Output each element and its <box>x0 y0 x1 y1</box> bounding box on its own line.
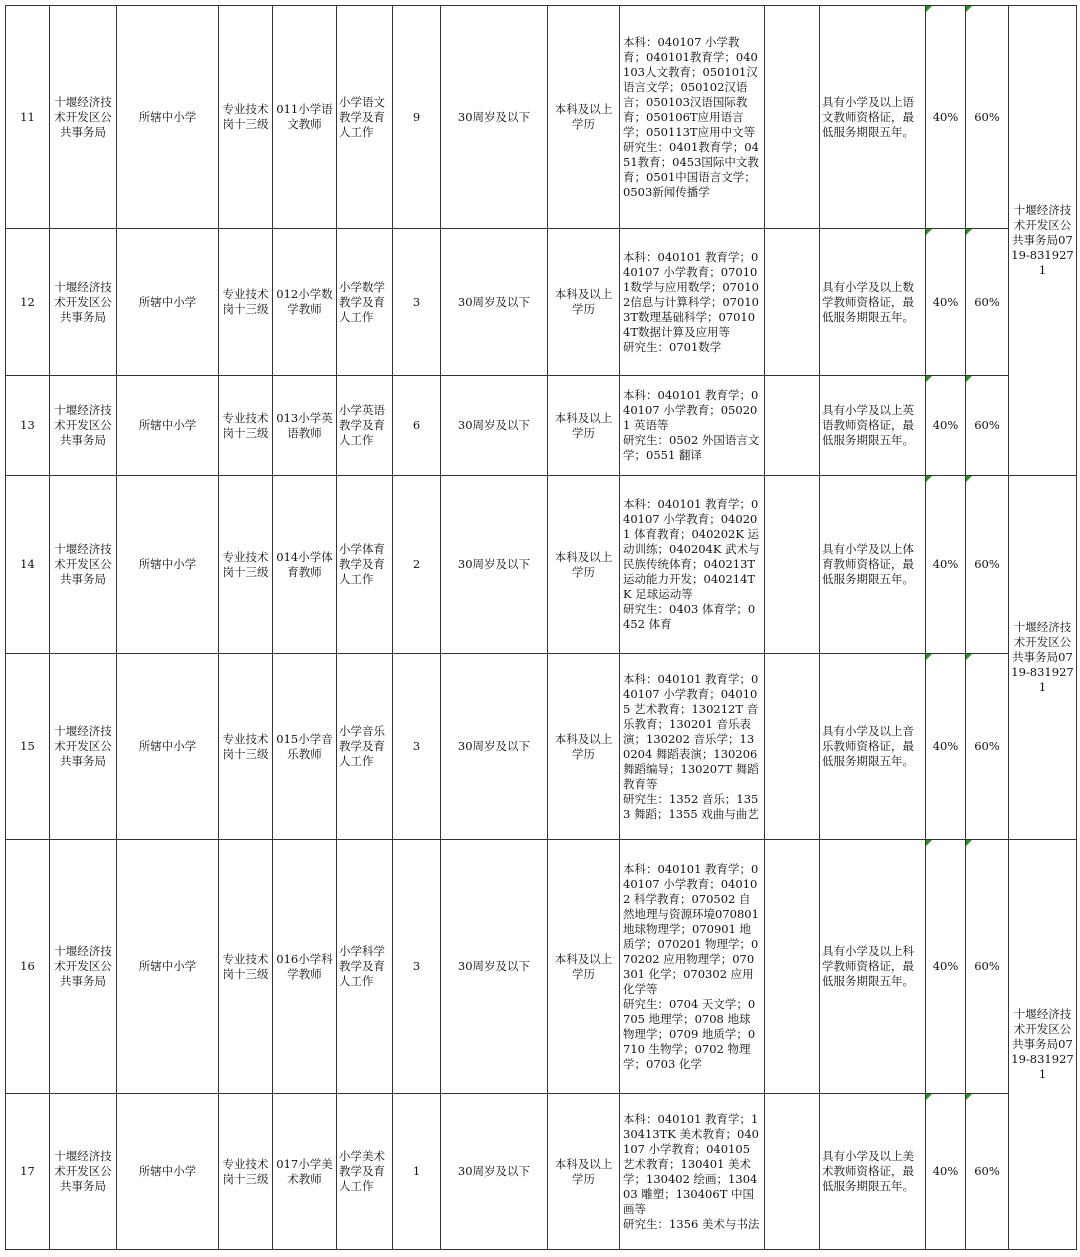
cell-interview-weight: 60% <box>966 654 1009 840</box>
cell-post-type: 专业技术岗十三级 <box>219 6 273 229</box>
cell-duty: 小学美术教学及育人工作 <box>337 1094 393 1250</box>
cell-requirement: 具有小学及以上英语教师资格证，最低服务期限五年。 <box>820 376 926 476</box>
cell-duty: 小学音乐教学及育人工作 <box>337 654 393 840</box>
cell-no: 11 <box>6 6 50 229</box>
cell-no: 15 <box>6 654 50 840</box>
cell-requirement: 具有小学及以上音乐教师资格证，最低服务期限五年。 <box>820 654 926 840</box>
cell-post-type: 专业技术岗十三级 <box>219 654 273 840</box>
cell-age: 30周岁及以下 <box>441 840 548 1094</box>
cell-post-type: 专业技术岗十三级 <box>219 476 273 654</box>
table-row <box>6 1094 1077 1250</box>
cell-written-weight: 40% <box>926 6 966 229</box>
cell-major: 本科：040107 小学教育；040101教育学；040103人文教育；050101汉语言文学；050102汉语言；050103汉语国际教育；050106T应用语言学；050113T应用中文等 研究生：0401教育学；0451教育；0453国际中文教育；0501中国语言文学；0503新闻传播学 <box>620 6 765 229</box>
cell-written-weight: 40% <box>926 476 966 654</box>
cell-interview-weight: 60% <box>966 376 1009 476</box>
cell-contact: 十堰经济技术开发区公共事务局0719-8319271 <box>1009 6 1077 476</box>
cell-major: 本科：040101 教育学；130413TK 美术教育；040107 小学教育；040105 艺术教育；130401 美术学；130402 绘画；130403 雕塑；130406T 中国画等 研究生：1356 美术与书法 <box>620 1094 765 1250</box>
cell-dept: 十堰经济技术开发区公共事务局 <box>50 840 117 1094</box>
cell-requirement: 具有小学及以上美术教师资格证，最低服务期限五年。 <box>820 1094 926 1250</box>
table-row <box>6 229 1077 376</box>
cell-dept: 十堰经济技术开发区公共事务局 <box>50 229 117 376</box>
cell-interview-weight: 60% <box>966 1094 1009 1250</box>
recruitment-table-sheet <box>5 5 1076 1252</box>
cell-post: 015小学音乐教师 <box>273 654 337 840</box>
cell-dept: 十堰经济技术开发区公共事务局 <box>50 376 117 476</box>
cell-dept: 十堰经济技术开发区公共事务局 <box>50 6 117 229</box>
cell-post: 011小学语文教师 <box>273 6 337 229</box>
cell-unit: 所辖中小学 <box>117 840 219 1094</box>
cell-other <box>765 840 820 1094</box>
table-row <box>6 376 1077 476</box>
cell-count: 9 <box>393 6 441 229</box>
cell-written-weight: 40% <box>926 376 966 476</box>
cell-count: 6 <box>393 376 441 476</box>
cell-post: 017小学美术教师 <box>273 1094 337 1250</box>
cell-count: 3 <box>393 840 441 1094</box>
cell-unit: 所辖中小学 <box>117 476 219 654</box>
cell-requirement: 具有小学及以上数学教师资格证，最低服务期限五年。 <box>820 229 926 376</box>
cell-education: 本科及以上学历 <box>548 376 620 476</box>
cell-interview-weight: 60% <box>966 840 1009 1094</box>
cell-post-type: 专业技术岗十三级 <box>219 376 273 476</box>
cell-duty: 小学体育教学及育人工作 <box>337 476 393 654</box>
cell-unit: 所辖中小学 <box>117 654 219 840</box>
cell-interview-weight: 60% <box>966 6 1009 229</box>
cell-age: 30周岁及以下 <box>441 6 548 229</box>
cell-contact: 十堰经济技术开发区公共事务局0719-8319271 <box>1009 840 1077 1250</box>
cell-education: 本科及以上学历 <box>548 840 620 1094</box>
cell-other <box>765 376 820 476</box>
cell-education: 本科及以上学历 <box>548 1094 620 1250</box>
cell-no: 12 <box>6 229 50 376</box>
cell-major: 本科：040101 教育学；040107 小学教育；070101数学与应用数学；070102信息与计算科学；070103T数理基础科学；070104T数据计算及应用等 研究生：0701数学 <box>620 229 765 376</box>
cell-contact: 十堰经济技术开发区公共事务局0719-8319271 <box>1009 476 1077 840</box>
cell-requirement: 具有小学及以上语文教师资格证，最低服务期限五年。 <box>820 6 926 229</box>
cell-other <box>765 1094 820 1250</box>
cell-interview-weight: 60% <box>966 476 1009 654</box>
cell-post: 014小学体育教师 <box>273 476 337 654</box>
cell-written-weight: 40% <box>926 1094 966 1250</box>
cell-major: 本科：040101 教育学；040107 小学教育；040102 科学教育；070502 自然地理与资源环境070801 地球物理学；070901 地质学；070201 物理学；070202 应用物理学；070301 化学；070302 应用化学等 研究生：0704 天文学；0705 地理学；0708 地球物理学；0709 地质学；0710 生物学；0702 物理学；0703 化学 <box>620 840 765 1094</box>
cell-dept: 十堰经济技术开发区公共事务局 <box>50 476 117 654</box>
cell-duty: 小学语文教学及育人工作 <box>337 6 393 229</box>
recruitment-table <box>5 5 1077 1250</box>
cell-interview-weight: 60% <box>966 229 1009 376</box>
cell-count: 3 <box>393 654 441 840</box>
cell-age: 30周岁及以下 <box>441 476 548 654</box>
cell-duty: 小学科学教学及育人工作 <box>337 840 393 1094</box>
table-row <box>6 476 1077 654</box>
cell-education: 本科及以上学历 <box>548 654 620 840</box>
cell-no: 16 <box>6 840 50 1094</box>
cell-duty: 小学数学教学及育人工作 <box>337 229 393 376</box>
table-row <box>6 654 1077 840</box>
cell-other <box>765 476 820 654</box>
cell-no: 13 <box>6 376 50 476</box>
cell-written-weight: 40% <box>926 229 966 376</box>
cell-dept: 十堰经济技术开发区公共事务局 <box>50 1094 117 1250</box>
table-row <box>6 840 1077 1094</box>
cell-other <box>765 6 820 229</box>
cell-post: 016小学科学教师 <box>273 840 337 1094</box>
cell-post-type: 专业技术岗十三级 <box>219 1094 273 1250</box>
cell-age: 30周岁及以下 <box>441 654 548 840</box>
cell-age: 30周岁及以下 <box>441 376 548 476</box>
cell-written-weight: 40% <box>926 654 966 840</box>
cell-education: 本科及以上学历 <box>548 476 620 654</box>
table-row <box>6 6 1077 229</box>
cell-duty: 小学英语教学及育人工作 <box>337 376 393 476</box>
cell-major: 本科：040101 教育学；040107 小学教育；040201 体育教育；040202K 运动训练；040204K 武术与民族传统体育；040213T 运动能力开发；040214TK 足球运动等 研究生：0403 体育学；0452 体育 <box>620 476 765 654</box>
cell-unit: 所辖中小学 <box>117 1094 219 1250</box>
cell-unit: 所辖中小学 <box>117 229 219 376</box>
cell-unit: 所辖中小学 <box>117 6 219 229</box>
cell-major: 本科：040101 教育学；040107 小学教育；050201 英语等 研究生：0502 外国语言文学；0551 翻译 <box>620 376 765 476</box>
cell-written-weight: 40% <box>926 840 966 1094</box>
cell-major: 本科：040101 教育学；040107 小学教育；040105 艺术教育；130212T 音乐教育；130201 音乐表演；130202 音乐学；130204 舞蹈表演；130206 舞蹈编导；130207T 舞蹈教育等 研究生：1352 音乐；1353 舞蹈；1355 戏曲与曲艺 <box>620 654 765 840</box>
cell-count: 2 <box>393 476 441 654</box>
cell-count: 1 <box>393 1094 441 1250</box>
cell-post-type: 专业技术岗十三级 <box>219 229 273 376</box>
cell-education: 本科及以上学历 <box>548 6 620 229</box>
cell-unit: 所辖中小学 <box>117 376 219 476</box>
cell-requirement: 具有小学及以上科学教师资格证，最低服务期限五年。 <box>820 840 926 1094</box>
cell-post: 013小学英语教师 <box>273 376 337 476</box>
cell-no: 17 <box>6 1094 50 1250</box>
cell-count: 3 <box>393 229 441 376</box>
cell-other <box>765 229 820 376</box>
cell-no: 14 <box>6 476 50 654</box>
cell-age: 30周岁及以下 <box>441 1094 548 1250</box>
cell-other <box>765 654 820 840</box>
cell-education: 本科及以上学历 <box>548 229 620 376</box>
cell-post: 012小学数学教师 <box>273 229 337 376</box>
cell-requirement: 具有小学及以上体育教师资格证，最低服务期限五年。 <box>820 476 926 654</box>
cell-post-type: 专业技术岗十三级 <box>219 840 273 1094</box>
cell-dept: 十堰经济技术开发区公共事务局 <box>50 654 117 840</box>
cell-age: 30周岁及以下 <box>441 229 548 376</box>
